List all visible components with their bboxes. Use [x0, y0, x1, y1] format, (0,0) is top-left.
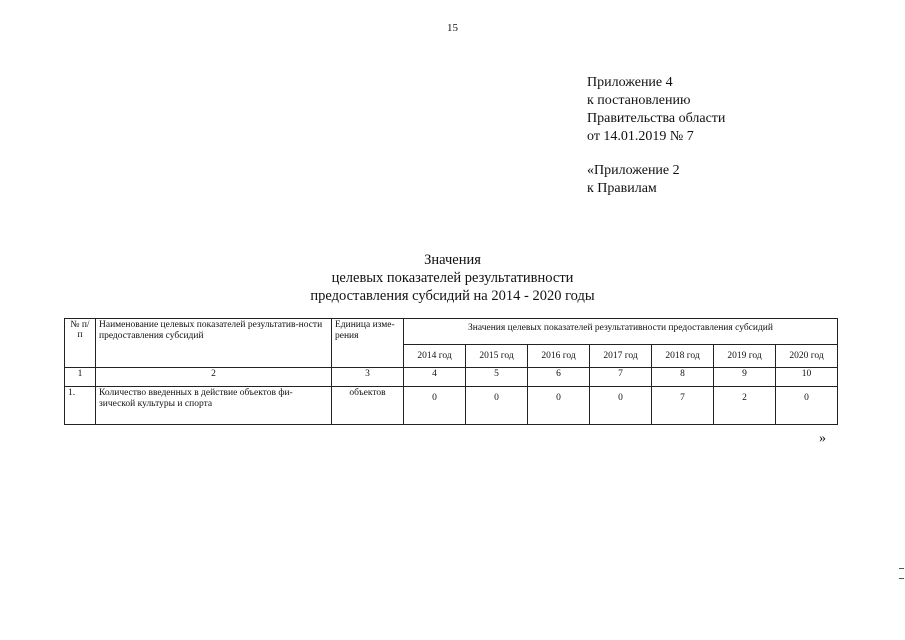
- row-value-2016: 0: [528, 387, 590, 425]
- header-year: 2014 год: [404, 345, 466, 368]
- row-value-2019: 2: [714, 387, 776, 425]
- row-num: 1.: [65, 387, 96, 425]
- scan-mark: [899, 578, 904, 579]
- header-year: 2016 год: [528, 345, 590, 368]
- appendix-sub-line: «Приложение 2: [587, 163, 680, 178]
- header-year: 2017 год: [590, 345, 652, 368]
- header-num: № п/п: [65, 319, 96, 368]
- table-index-row: [65, 368, 838, 387]
- header-year: 2015 год: [466, 345, 528, 368]
- indicators-table: [64, 318, 838, 425]
- document-title: [0, 251, 905, 305]
- column-index: 7: [590, 368, 652, 387]
- appendix-block: [587, 74, 725, 198]
- column-index: 4: [404, 368, 466, 387]
- row-indicator-name: Количество введенных в действие объектов фи-зической культуры и спорта: [96, 387, 332, 425]
- column-index: 2: [96, 368, 332, 387]
- scan-mark: [899, 568, 904, 569]
- column-index: 10: [776, 368, 838, 387]
- page-number: 15: [447, 22, 458, 34]
- header-year: 2019 год: [714, 345, 776, 368]
- column-index: 5: [466, 368, 528, 387]
- column-index: 3: [332, 368, 404, 387]
- appendix-line: Приложение 4: [587, 75, 673, 90]
- row-value-2020: 0: [776, 387, 838, 425]
- appendix-line: Правительства области: [587, 111, 726, 126]
- row-value-2017: 0: [590, 387, 652, 425]
- title-line: предоставления субсидий на 2014 - 2020 годы: [310, 288, 595, 304]
- row-value-2015: 0: [466, 387, 528, 425]
- row-unit: объектов: [332, 387, 404, 425]
- row-value-2018: 7: [652, 387, 714, 425]
- appendix-line: от 14.01.2019 № 7: [587, 129, 694, 144]
- table-row: [65, 387, 838, 425]
- appendix-line: к постановлению: [587, 93, 691, 108]
- title-line: целевых показателей результативности: [331, 270, 574, 286]
- title-line: Значения: [424, 252, 481, 268]
- header-year: 2018 год: [652, 345, 714, 368]
- appendix-sub-line: к Правилам: [587, 181, 657, 196]
- row-value-2014: 0: [404, 387, 466, 425]
- appendix-spacer: [587, 146, 725, 162]
- header-unit: Единица изме-рения: [332, 319, 404, 368]
- header-values-group: Значения целевых показателей результативности предоставления субсидий: [404, 319, 838, 345]
- closing-quote: »: [819, 431, 826, 446]
- header-year: 2020 год: [776, 345, 838, 368]
- column-index: 8: [652, 368, 714, 387]
- header-name: Наименование целевых показателей результатив-ности предоставления субсидий: [96, 319, 332, 368]
- scan-marks: [899, 568, 905, 588]
- column-index: 1: [65, 368, 96, 387]
- column-index: 6: [528, 368, 590, 387]
- column-index: 9: [714, 368, 776, 387]
- table-header-row: [65, 319, 838, 345]
